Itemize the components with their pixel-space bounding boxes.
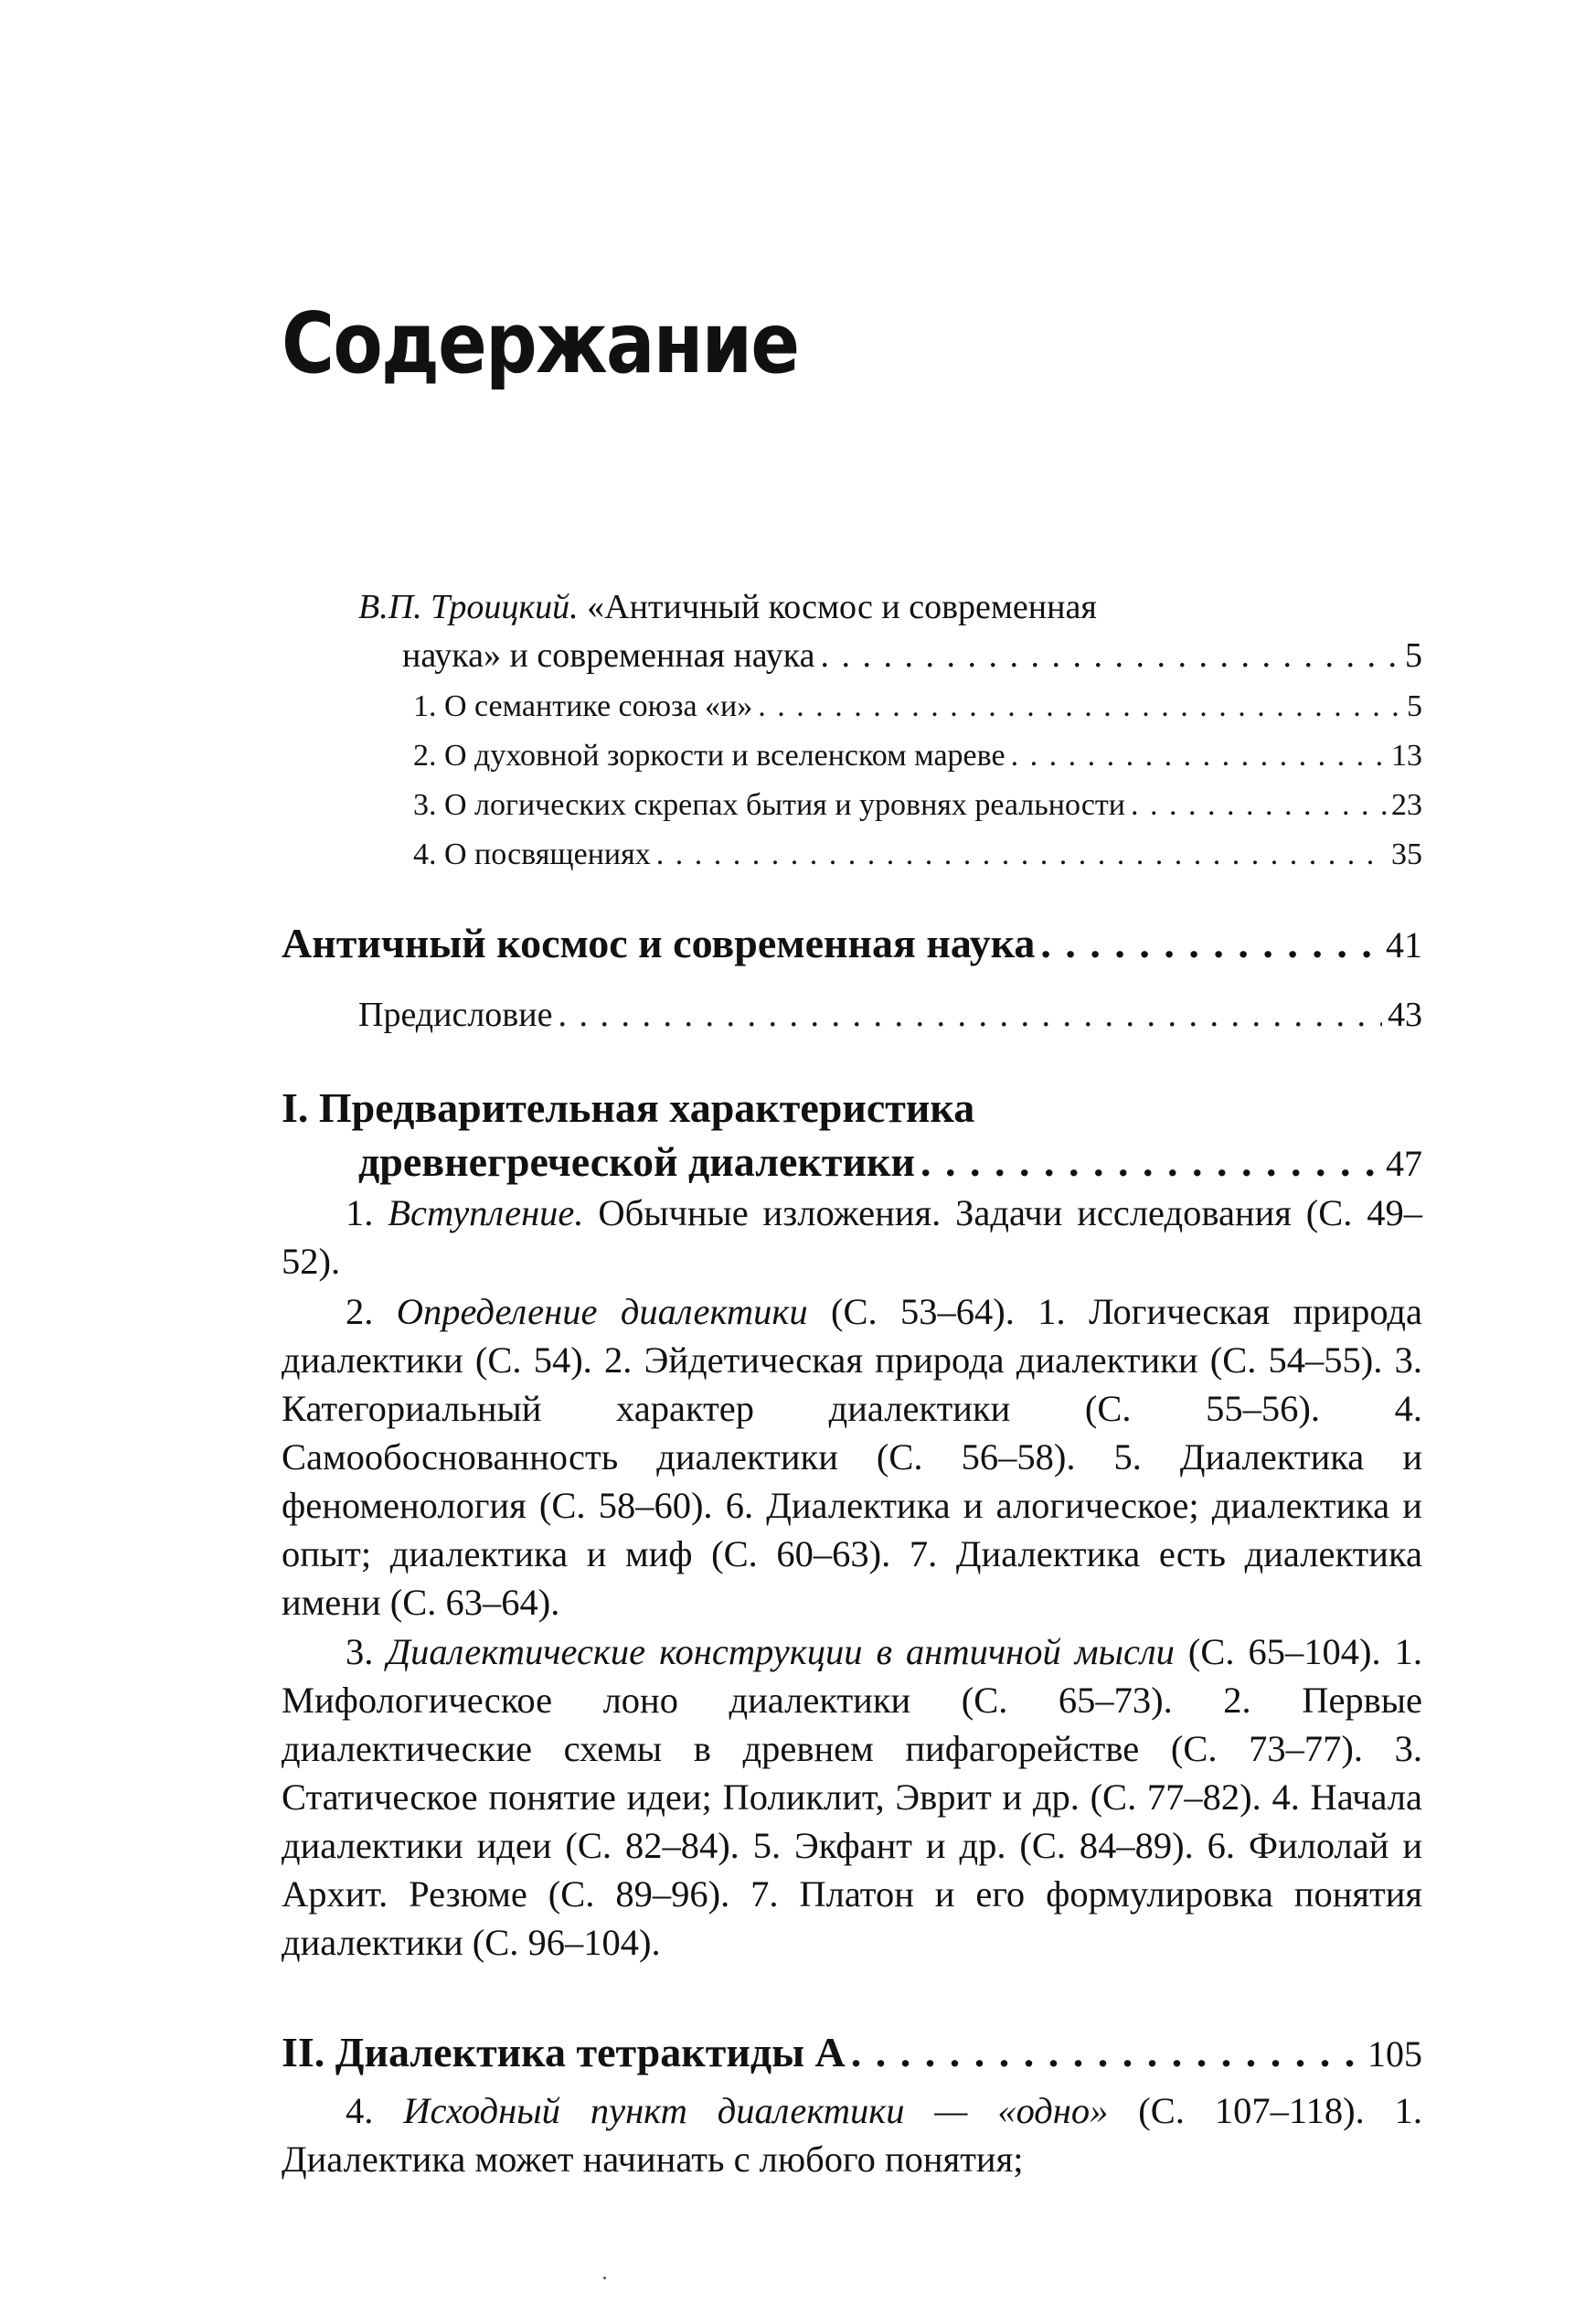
page-number: 13	[1391, 739, 1422, 773]
intro-author: В.П. Троицкий.	[358, 588, 579, 626]
subentry-label: 1. О семантике союза «и»	[413, 689, 753, 723]
print-speck	[603, 2277, 606, 2279]
paragraph-number: 4.	[346, 2090, 374, 2131]
paragraph-text: Обычные изложения. Задачи исследования (С. 49–52).	[282, 1192, 1423, 1282]
paragraph-heading: Вступление.	[388, 1192, 584, 1233]
toc-chapter-1[interactable]	[282, 1081, 1422, 1190]
toc-entry[interactable]	[282, 629, 1422, 682]
paragraph-heading: Исходный пункт диалектики — «одно»	[403, 2090, 1109, 2131]
paragraph-heading: Диалектические конструкции в античной мысли	[387, 1631, 1175, 1672]
chapter-summary-paragraph	[282, 1189, 1422, 1286]
dot-leader	[1011, 731, 1386, 781]
dot-leader	[920, 1136, 1380, 1189]
page-number: 43	[1388, 996, 1422, 1034]
dot-leader	[1040, 919, 1380, 967]
toc-intro-heading	[282, 585, 1422, 629]
toc-entry-preface[interactable]	[282, 995, 1422, 1035]
chapter-title-line: I. Предварительная характеристика	[282, 1084, 975, 1131]
paragraph-number: 2.	[346, 1291, 374, 1332]
toc-chapter-2[interactable]	[282, 2028, 1422, 2076]
paragraph-number: 1.	[346, 1192, 374, 1233]
chapter-summary-paragraph	[282, 1287, 1422, 1627]
chapter-title-line: древнегреческой диалектики	[358, 1138, 916, 1185]
page-number: 41	[1386, 924, 1422, 965]
chapter-summary-paragraph	[282, 1627, 1422, 1967]
paragraph-number: 3.	[346, 1631, 374, 1672]
page-number: 105	[1367, 2033, 1422, 2075]
page-number: 23	[1391, 788, 1422, 822]
dot-leader	[1131, 781, 1386, 830]
toc-subentry[interactable]	[282, 781, 1422, 830]
page-title: Содержание	[282, 294, 799, 392]
subentry-label: 4. О посвящениях	[413, 837, 651, 871]
chapter-summary-paragraph	[282, 2086, 1422, 2183]
toc-subentry[interactable]	[282, 682, 1422, 731]
toc-entry-book[interactable]	[282, 919, 1422, 967]
page-number: 35	[1391, 837, 1422, 871]
intro-title-part2: наука» и современная наука	[402, 636, 815, 675]
page-number: 5	[1405, 636, 1422, 675]
dot-leader	[656, 830, 1386, 880]
dot-leader	[558, 995, 1382, 1035]
chapter-title-row	[282, 1136, 1422, 1190]
toc-intro	[282, 585, 1422, 880]
book-title-label: Античный космос и современная наука	[282, 920, 1036, 966]
page-number: 5	[1407, 689, 1422, 723]
paragraph-text: (С. 107–118). 1. Диалектика может начинать с любого понятия;	[282, 2090, 1422, 2180]
dot-leader	[851, 2028, 1362, 2076]
toc-subentry[interactable]	[282, 731, 1422, 781]
paragraph-text: (С. 53–64). 1. Логическая природа диалектики (С. 54). 2. Эйдетическая природа диалектики (С. 54–55). 3. Категориальный характер диалектики (С. 55–56). 4. Самообоснованность диалектики (С. 56–58). 5. Диалектика и феноменология (С. 58–60). 6. Диалектика и алогическое; диалектика и опыт; диалектика и миф (С. 60–63). 7. Диалектика есть диалектика имени (С. 63–64).	[282, 1291, 1422, 1623]
toc-subentry[interactable]	[282, 830, 1422, 880]
dot-leader	[758, 682, 1401, 731]
intro-title-part1: «Античный космос и современная	[587, 588, 1097, 626]
dot-leader	[821, 629, 1400, 682]
paragraph-heading: Определение диалектики	[396, 1291, 808, 1332]
subentry-label: 3. О логических скрепах бытия и уровнях реальности	[413, 788, 1125, 822]
page-number: 47	[1386, 1143, 1422, 1184]
subentry-label: 2. О духовной зоркости и вселенском мареве	[413, 739, 1005, 773]
preface-label: Предисловие	[358, 996, 553, 1034]
chapter-title-line: II. Диалектика тетрактиды А	[282, 2029, 846, 2075]
paragraph-text: (С. 65–104). 1. Мифологическое лоно диалектики (С. 65–73). 2. Первые диалектические схемы в древнем пифагорействе (С. 73–77). 3. Статическое понятие идеи; Поликлит, Эврит и др. (С. 77–82). 4. Начала диалектики идеи (С. 82–84). 5. Экфант и др. (С. 84–89). 6. Филолай и Архит. Резюме (С. 89–96). 7. Платон и его формулировка понятия диалектики (С. 96–104).	[282, 1631, 1423, 1963]
